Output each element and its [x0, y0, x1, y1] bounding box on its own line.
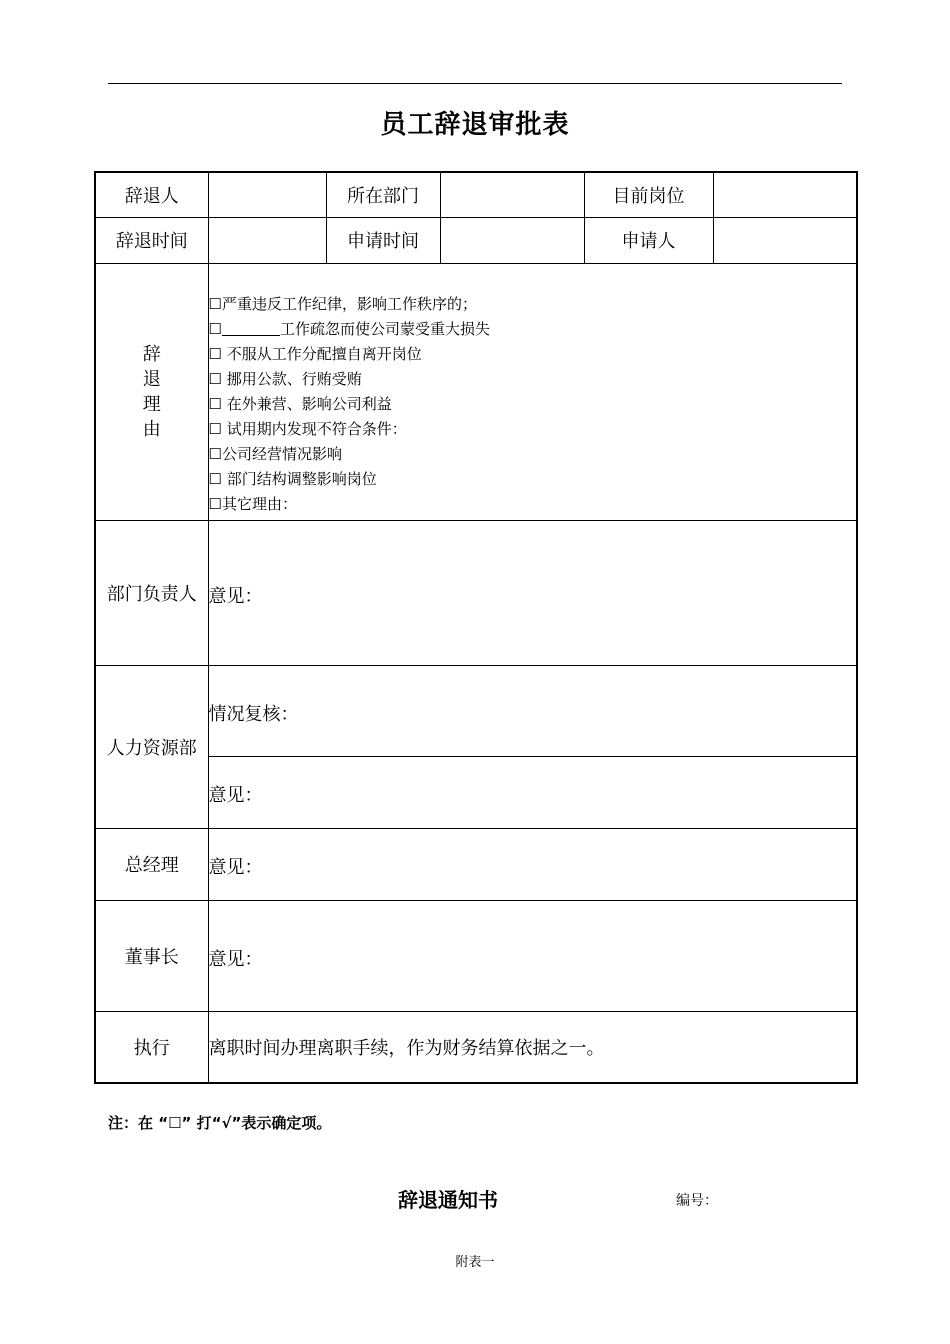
- reason-item[interactable]: ☐ 试用期内发现不符合条件：: [208, 420, 407, 438]
- page-title: 员工辞退审批表: [380, 110, 570, 140]
- dismissal-approval-form: [94, 171, 858, 1084]
- reason-item[interactable]: ☐ 挪用公款、行贿受贿: [208, 370, 362, 388]
- dismissed-person-field[interactable]: [208, 172, 326, 217]
- reason-item[interactable]: ☐ 工作疏忽而使公司蒙受重大损失: [208, 320, 490, 338]
- footer-label: 附表一: [455, 1255, 495, 1270]
- dismiss-time-label: 辞退时间: [95, 217, 208, 263]
- applicant-label: 申请人: [584, 217, 713, 263]
- reason-item[interactable]: ☐严重违反工作纪律，影响工作秩序的；: [208, 295, 477, 313]
- reason-blank[interactable]: [222, 319, 280, 336]
- reason-item[interactable]: ☐ 不服从工作分配擅自离开岗位: [208, 345, 422, 363]
- hr-opinion-field[interactable]: 意见：: [208, 756, 857, 828]
- dept-head-opinion-field[interactable]: 意见：: [208, 520, 857, 665]
- chairman-label: 董事长: [95, 900, 208, 1011]
- notice-title: 辞退通知书: [398, 1188, 498, 1212]
- reason-item[interactable]: ☐公司经营情况影响: [208, 445, 342, 463]
- current-position-label: 目前岗位: [584, 172, 713, 217]
- department-label: 所在部门: [326, 172, 440, 217]
- reason-item[interactable]: ☐ 在外兼营、影响公司利益: [208, 395, 392, 413]
- reasons-label: 辞 退 理 由: [95, 263, 208, 520]
- gm-label: 总经理: [95, 828, 208, 900]
- applicant-field[interactable]: [713, 217, 857, 263]
- apply-time-field[interactable]: [440, 217, 584, 263]
- gm-opinion-field[interactable]: 意见：: [208, 828, 857, 900]
- hr-review-field[interactable]: 情况复核：: [208, 665, 857, 756]
- dismissed-person-label: 辞退人: [95, 172, 208, 217]
- current-position-field[interactable]: [713, 172, 857, 217]
- chairman-opinion-field[interactable]: 意见：: [208, 900, 857, 1011]
- dismiss-time-field[interactable]: [208, 217, 326, 263]
- note: 注：在 “☐” 打“√”表示确定项。: [108, 1114, 332, 1132]
- serial-number-label: 编号：: [676, 1193, 718, 1209]
- execution-label: 执行: [95, 1011, 208, 1083]
- hr-label: 人力资源部: [95, 665, 208, 828]
- reason-item[interactable]: ☐ 部门结构调整影响岗位: [208, 470, 377, 488]
- dept-head-label: 部门负责人: [95, 520, 208, 665]
- execution-text: 离职时间办理离职手续，作为财务结算依据之一。: [208, 1011, 857, 1083]
- top-rule: [108, 83, 842, 84]
- reason-item[interactable]: ☐其它理由：: [208, 495, 297, 513]
- department-field[interactable]: [440, 172, 584, 217]
- apply-time-label: 申请时间: [326, 217, 440, 263]
- reasons-list: [208, 263, 857, 520]
